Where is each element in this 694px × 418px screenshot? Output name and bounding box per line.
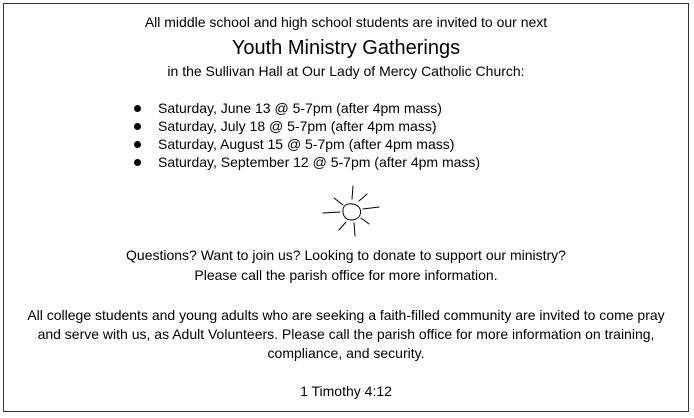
bullet-icon bbox=[134, 141, 141, 148]
adult-volunteers-line-2: and serve with us, as Adult Volunteers. Please call the parish office for more information on training, bbox=[37, 326, 655, 342]
adult-volunteers-line-3: compliance, and security. bbox=[267, 345, 425, 361]
bullet-icon bbox=[134, 105, 141, 112]
bullet-icon bbox=[134, 159, 141, 166]
verse-reference: 1 Timothy 4:12 bbox=[300, 383, 392, 399]
intro-text: All middle school and high school students are invited to our next bbox=[144, 14, 548, 30]
schedule-item-text: Saturday, June 13 @ 5-7pm (after 4pm mass) bbox=[158, 100, 442, 116]
flyer-title: Youth Ministry Gatherings bbox=[231, 37, 461, 59]
schedule-item-text: Saturday, September 12 @ 5-7pm (after 4pm mass) bbox=[158, 154, 481, 170]
schedule-item-text: Saturday, July 18 @ 5-7pm (after 4pm mass) bbox=[158, 118, 437, 134]
schedule-item-text: Saturday, August 15 @ 5-7pm (after 4pm mass) bbox=[158, 136, 455, 152]
bullet-icon bbox=[134, 123, 141, 130]
adult-volunteers-line-1: All college students and young adults who are seeking a faith-filled community are invited to come pray bbox=[27, 307, 665, 323]
sun-icon bbox=[317, 182, 387, 242]
location-text: in the Sullivan Hall at Our Lady of Mercy Catholic Church: bbox=[167, 63, 525, 79]
flyer bbox=[3, 3, 689, 412]
questions-text: Questions? Want to join us? Looking to donate to support our ministry? bbox=[126, 247, 566, 263]
call-info-text: Please call the parish office for more information. bbox=[194, 267, 498, 283]
